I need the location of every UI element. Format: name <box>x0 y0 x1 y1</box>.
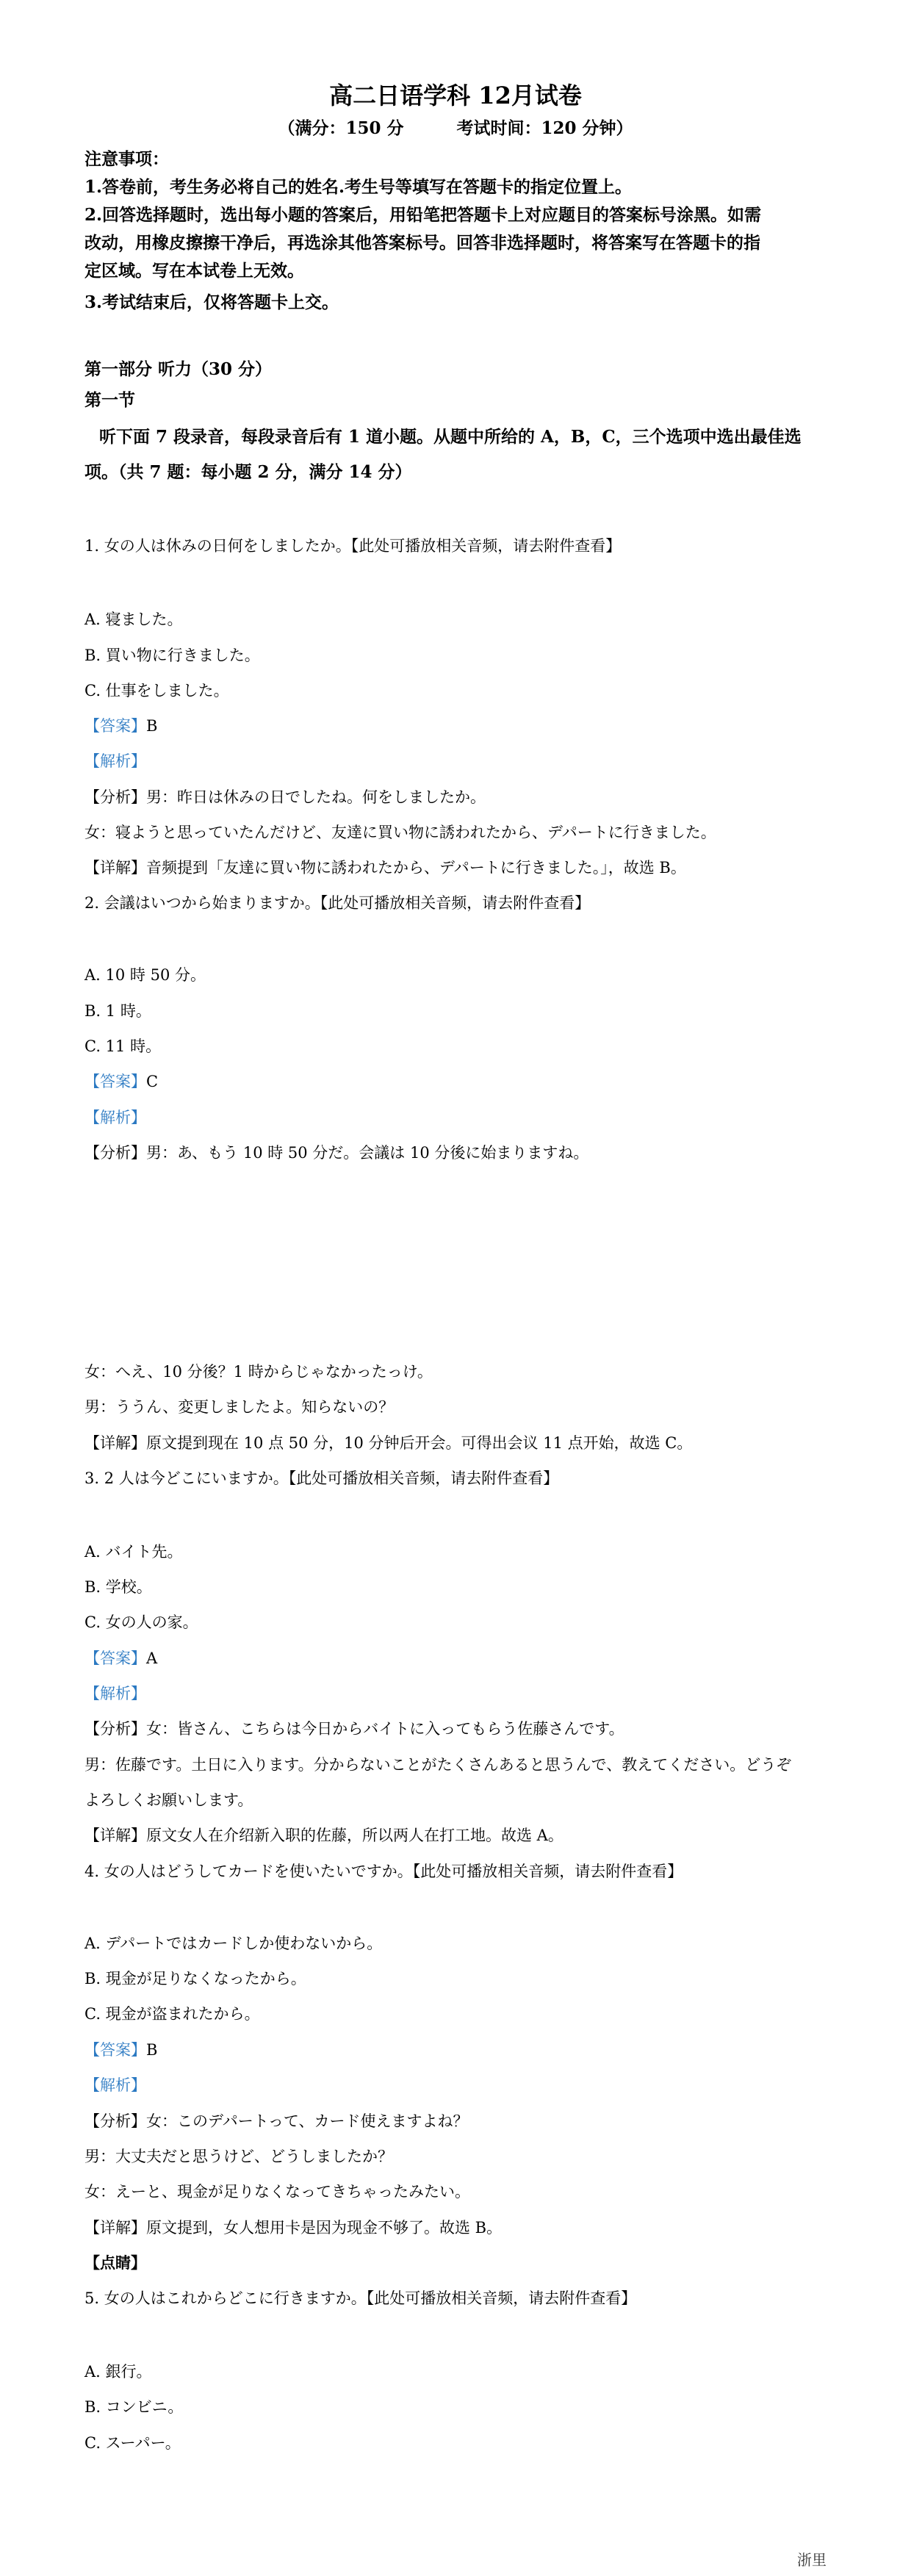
detail-text: 原文提到，女人想用卡是因为现金不够了。故选 B。 <box>146 2219 503 2237</box>
question-3-option-b: B. 学校。 <box>84 1578 152 1596</box>
question-3-answer <box>84 1647 852 1669</box>
question-1-option-b: B. 買い物に行きました。 <box>84 647 260 664</box>
question-2-fenxi-3: 男：ううん、変更しましたよ。知らないの？ <box>84 1398 395 1416</box>
detail-label: 【详解】 <box>84 1434 146 1452</box>
question-1-stem <box>84 535 852 557</box>
page-title: 高二日语学科 12月试卷 <box>329 82 582 109</box>
question-5-option-b: B. コンビニ。 <box>84 2398 184 2416</box>
question-4-fenxi-2: 男：大丈夫だと思うけど、どうしましたか？ <box>84 2148 393 2165</box>
notice-item-3: 3.考试结束后，仅将答题卡上交。 <box>84 292 339 312</box>
question-3-fenxi-3: よろしくお願いします。 <box>84 1791 253 1809</box>
notice-item-2c: 定区域。写在本试卷上无效。 <box>84 261 304 281</box>
answer-label: 【答案】 <box>84 2041 146 2059</box>
question-stem-text: 5. 女の人はこれからどこに行きますか。 <box>84 2289 367 2307</box>
detail-text: 音频提到「友達に買い物に誘われたから、デパートに行きました。」，故选 B。 <box>146 859 686 877</box>
question-3-analysis <box>84 1683 852 1705</box>
question-4-answer <box>84 2039 852 2061</box>
question-1-fenxi-1 <box>84 786 852 808</box>
analysis-label: 【解析】 <box>84 1109 146 1126</box>
question-4-option-b: B. 現金が足りなくなったから。 <box>84 1970 306 1987</box>
part1-section: 第一节 <box>84 390 135 410</box>
audio-note: 【此处可播放相关音频，请去附件查看】 <box>412 1863 683 1880</box>
question-4-option-c: C. 現金が盗まれたから。 <box>84 2005 260 2023</box>
fenxi-text: 男：あ、もう 10 時 50 分だ。会議は 10 分後に始まりますね。 <box>146 1144 589 1162</box>
fenxi-label: 【分析】 <box>84 1720 146 1738</box>
answer-label: 【答案】 <box>84 717 146 735</box>
question-3-option-c: C. 女の人の家。 <box>84 1613 198 1631</box>
part1-instruction-1: 听下面 7 段录音，每段录音后有 1 道小题。从题中所给的 A，B，C，三个选项中选出最佳选 <box>99 427 802 447</box>
question-stem-text: 2. 会議はいつから始まりますか。 <box>84 894 320 912</box>
fenxi-text: 男：昨日は休みの日でしたね。何をしましたか。 <box>146 788 486 806</box>
answer-value: A <box>146 1649 158 1667</box>
question-stem-text: 1. 女の人は休みの日何をしましたか。 <box>84 537 351 555</box>
question-2-option-a: A. 10 時 50 分。 <box>84 966 206 984</box>
audio-note: 【此处可播放相关音频，请去附件查看】 <box>288 1469 559 1487</box>
question-5-option-c: C. スーパー。 <box>84 2434 181 2452</box>
question-1-option-a: A. 寝ました。 <box>84 611 183 628</box>
notice-item-2b: 改动，用橡皮擦擦干净后，再选涂其他答案标号。回答非选择题时，将答案写在答题卡的指 <box>84 233 760 253</box>
question-2-stem <box>84 892 852 914</box>
detail-label: 【详解】 <box>84 859 146 877</box>
question-2-fenxi-1 <box>84 1142 852 1164</box>
page-subtitle: （满分：150 分 考试时间：120 分钟） <box>278 118 633 138</box>
question-5-stem <box>84 2287 852 2309</box>
notice-heading: 注意事项： <box>84 149 169 169</box>
question-2-option-b: B. 1 時。 <box>84 1002 151 1020</box>
detail-label: 【详解】 <box>84 2219 146 2237</box>
question-3-option-a: A. バイト先。 <box>84 1543 183 1561</box>
question-2-answer <box>84 1071 852 1093</box>
question-2-option-c: C. 11 時。 <box>84 1037 162 1055</box>
question-3-fenxi-2: 男：佐藤です。土日に入ります。分からないことがたくさんあると思うんで、教えてください。どうぞ <box>84 1756 792 1774</box>
notice-item-2a: 2.回答选择题时，选出每小题的答案后，用铅笔把答题卡上对应题目的答案标号涂黑。如需 <box>84 205 762 225</box>
question-3-fenxi-1 <box>84 1718 852 1740</box>
part1-heading: 第一部分 听力（30 分） <box>84 359 273 379</box>
fenxi-label: 【分析】 <box>84 788 146 806</box>
answer-label: 【答案】 <box>84 1649 146 1667</box>
part1-instruction-2: 项。（共 7 题：每小题 2 分，满分 14 分） <box>84 462 412 482</box>
detail-text: 原文提到现在 10 点 50 分，10 分钟后开会。可得出会议 11 点开始，故选 C。 <box>146 1434 693 1452</box>
detail-label: 【详解】 <box>84 1827 146 1844</box>
question-4-fenxi-1 <box>84 2110 852 2132</box>
fenxi-label: 【分析】 <box>84 1144 146 1162</box>
analysis-label: 【解析】 <box>84 752 146 770</box>
question-4-analysis <box>84 2074 852 2096</box>
answer-label: 【答案】 <box>84 1073 146 1090</box>
fenxi-text: 女：このデパートって、カード使えますよね？ <box>146 2112 469 2130</box>
fenxi-text: 女：皆さん、こちらは今日からバイトに入ってもらう佐藤さんです。 <box>146 1720 624 1738</box>
question-1-detail <box>84 857 852 879</box>
audio-note: 【此处可播放相关音频，请去附件查看】 <box>320 894 591 912</box>
answer-value: C <box>146 1073 159 1090</box>
question-4-stem <box>84 1860 852 1882</box>
fenxi-label: 【分析】 <box>84 2112 146 2130</box>
notice-item-1: 1.答卷前，考生务必将自己的姓名.考生号等填写在答题卡的指定位置上。 <box>84 177 633 197</box>
answer-value: B <box>146 717 158 735</box>
question-2-detail <box>84 1432 852 1454</box>
analysis-label: 【解析】 <box>84 2076 146 2094</box>
question-stem-text: 3. 2 人は今どこにいますか。 <box>84 1469 289 1487</box>
question-3-stem <box>84 1467 852 1489</box>
audio-note: 【此处可播放相关音频，请去附件查看】 <box>366 2289 637 2307</box>
question-stem-text: 4. 女の人はどうしてカードを使いたいですか。 <box>84 1863 413 1880</box>
detail-text: 原文女人在介绍新入职的佐藤，所以两人在打工地。故选 A。 <box>146 1827 563 1844</box>
question-4-fenxi-3: 女：えーと、現金が足りなくなってきちゃったみたい。 <box>84 2183 470 2201</box>
question-1-fenxi-2: 女：寝ようと思っていたんだけど、友達に買い物に誘われたから、デパートに行きました。 <box>84 824 716 841</box>
question-4-detail <box>84 2217 852 2239</box>
question-4-option-a: A. デパートではカードしか使わないから。 <box>84 1935 383 1952</box>
question-4-dianjing: 【点睛】 <box>84 2253 146 2272</box>
question-3-detail <box>84 1824 852 1846</box>
question-2-analysis <box>84 1107 852 1129</box>
footer-note: 浙里 <box>797 2551 827 2569</box>
question-1-analysis <box>84 750 852 772</box>
question-2-fenxi-2: 女：へえ、10 分後？1 時からじゃなかったっけ。 <box>84 1363 433 1381</box>
analysis-label: 【解析】 <box>84 1685 146 1702</box>
question-5-option-a: A. 銀行。 <box>84 2363 152 2381</box>
question-1-option-c: C. 仕事をしました。 <box>84 682 229 699</box>
question-1-answer <box>84 715 852 737</box>
answer-value: B <box>146 2041 158 2059</box>
audio-note: 【此处可播放相关音频，请去附件查看】 <box>350 537 622 555</box>
